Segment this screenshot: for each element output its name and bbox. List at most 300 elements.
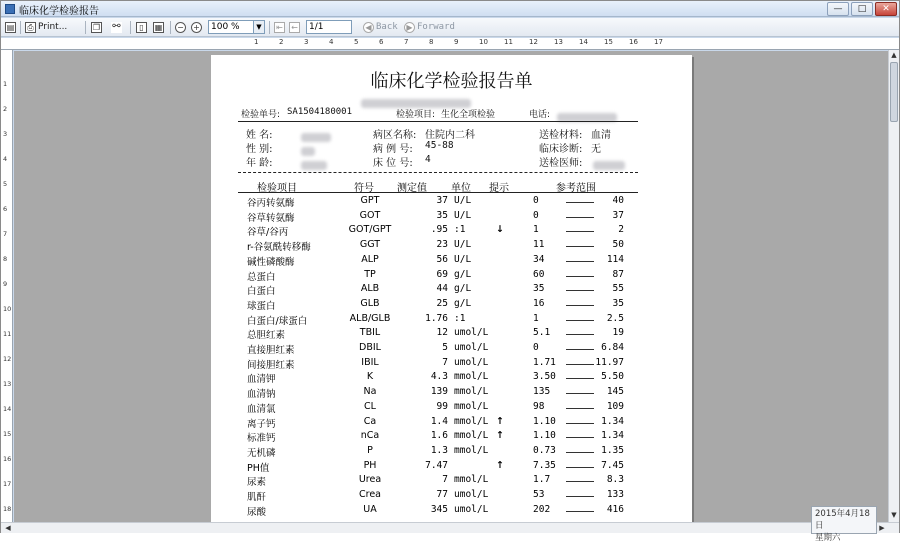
result-value: 139 [430, 386, 448, 398]
horizontal-ruler [1, 38, 899, 50]
result-value: 77 [436, 489, 448, 500]
ruler-number: 4 [329, 38, 334, 46]
ruler-number: 6 [3, 205, 8, 213]
zoom-value: 100 % [211, 22, 240, 32]
result-flag: ↑ [496, 459, 504, 471]
horizontal-scrollbar[interactable] [1, 522, 899, 533]
result-value: 37 [436, 195, 448, 206]
result-name: 肌酐 [247, 492, 267, 503]
ruler-number: 17 [3, 480, 12, 488]
range-high: 35 [612, 297, 624, 309]
single-page-button[interactable] [136, 20, 147, 35]
table-row [211, 416, 692, 431]
forward-button[interactable] [404, 20, 455, 35]
result-value: 99 [436, 400, 448, 412]
table-row [211, 386, 692, 401]
result-unit: umol/L [454, 489, 489, 500]
result-value: 5 [442, 342, 448, 353]
result-code: GOT [359, 209, 381, 221]
range-high: 2.5 [606, 312, 624, 324]
range-low: 0 [533, 195, 539, 206]
table-row [211, 401, 692, 416]
result-value: 1.76 [425, 312, 448, 324]
header-item: 检验项目 [257, 183, 297, 194]
result-unit: mmol/L [454, 444, 489, 456]
range-high: 7.45 [601, 459, 624, 471]
range-high: 1.34 [601, 430, 624, 442]
result-name: 白蛋白 [247, 286, 276, 298]
result-name: 无机磷 [247, 447, 276, 459]
result-name: 间接胆红素 [247, 359, 295, 371]
range-dash [566, 231, 594, 232]
result-unit: U/L [454, 195, 472, 206]
range-dash [566, 246, 594, 247]
result-code: Na [363, 386, 377, 398]
print-label: Print... [38, 22, 68, 32]
scroll-left-icon[interactable]: ◀ [5, 524, 11, 532]
ruler-number: 13 [3, 380, 12, 388]
toolbar [1, 18, 899, 37]
range-dash [566, 305, 594, 306]
range-dash [566, 320, 594, 321]
result-value: 345 [430, 503, 448, 515]
range-low: 0 [533, 342, 539, 353]
result-name: 谷丙转氨酶 [247, 198, 295, 209]
result-unit: g/L [454, 283, 472, 295]
page-number-input[interactable]: 1/1 [306, 20, 352, 34]
result-unit: mmol/L [454, 415, 489, 427]
result-code: Ca [363, 415, 377, 427]
range-low: 98 [533, 400, 545, 412]
result-value: 7 [442, 474, 448, 486]
ruler-number: 9 [454, 38, 459, 46]
back-arrow-icon: ◀ [363, 22, 374, 33]
range-dash [566, 481, 594, 482]
ruler-number: 4 [3, 155, 8, 163]
range-high: 8.3 [606, 474, 624, 486]
phone-label: 电话: [529, 110, 551, 120]
doctor-label: 送检医师: [539, 158, 583, 169]
vertical-scroll-thumb[interactable] [890, 62, 898, 122]
case-value: 45-88 [425, 140, 454, 151]
range-dash [566, 261, 594, 262]
table-row [211, 327, 692, 342]
range-high: 133 [606, 489, 624, 500]
binoculars-icon: ⚯ [112, 21, 121, 32]
ruler-number: 7 [404, 38, 409, 46]
title-bar[interactable] [1, 1, 899, 17]
table-row [211, 298, 692, 313]
result-unit: :1 [454, 224, 466, 236]
test-item-label: 检验项目: [396, 110, 436, 120]
result-code: TBIL [359, 327, 381, 339]
toolbar-separator [20, 21, 21, 34]
single-page-icon: ▯ [136, 22, 147, 33]
result-value: 69 [436, 268, 448, 280]
scroll-right-icon[interactable]: ▶ [879, 524, 885, 532]
result-unit: mmol/L [454, 474, 489, 486]
ruler-number: 3 [3, 130, 8, 138]
range-high: 50 [612, 239, 624, 251]
result-code: CL [364, 400, 376, 412]
toolbar-separator [85, 21, 86, 34]
scroll-up-icon[interactable]: ▲ [891, 51, 897, 59]
result-code: TP [364, 268, 376, 280]
clock-date: 2015年4月18日 [815, 509, 870, 531]
report-title: 临床化学检验报告单 [370, 71, 533, 92]
table-row [211, 195, 692, 210]
toolbar-separator [269, 21, 270, 34]
header-value: 测定值 [397, 183, 427, 194]
result-name: 标准钙 [247, 433, 276, 445]
sample-number-label: 检验单号: [241, 110, 281, 120]
printer-icon: ⎙ [25, 22, 36, 33]
result-unit: umol/L [454, 503, 489, 515]
range-dash [566, 290, 594, 291]
patient-name-label: 姓 名: [246, 130, 273, 141]
range-high: 55 [612, 283, 624, 295]
result-flag: ↑ [496, 415, 504, 427]
range-high: 2 [618, 224, 624, 236]
result-code: nCa [360, 430, 380, 442]
diagnosis-label: 临床诊断: [539, 144, 583, 155]
range-low: 202 [533, 503, 551, 515]
range-high: 11.97 [595, 356, 624, 368]
ruler-number: 9 [3, 280, 8, 288]
prev-page-button[interactable] [289, 20, 300, 35]
range-dash [566, 393, 594, 394]
ruler-number: 16 [629, 38, 638, 46]
ruler-number: 16 [3, 455, 12, 463]
ruler-number: 8 [429, 38, 434, 46]
result-code: K [366, 371, 374, 383]
result-value: 4.3 [430, 371, 448, 383]
zoom-out-icon: − [175, 22, 186, 33]
result-unit: mmol/L [454, 400, 489, 412]
header-flag: 提示 [489, 183, 509, 194]
ruler-number: 2 [279, 38, 284, 46]
range-low: 35 [533, 283, 545, 295]
clock-tooltip [811, 506, 877, 543]
ruler-number: 14 [579, 38, 588, 46]
result-code: UA [363, 503, 377, 515]
range-dash [566, 202, 594, 203]
test-item-value: 生化全项检验 [441, 110, 496, 120]
table-row [211, 460, 692, 475]
header-range: 参考范围 [556, 183, 596, 194]
range-low: 7.35 [533, 459, 556, 471]
back-label: Back [376, 22, 398, 32]
result-unit: U/L [454, 209, 472, 221]
table-row [211, 489, 692, 504]
range-dash [566, 452, 594, 453]
range-high: 1.34 [601, 415, 624, 427]
range-dash [566, 349, 594, 350]
table-row [211, 430, 692, 445]
range-dash [566, 334, 594, 335]
result-name: 尿素 [247, 477, 267, 489]
chevron-down-icon[interactable]: ▼ [253, 21, 264, 33]
range-high: 109 [606, 400, 624, 412]
range-high: 40 [612, 195, 624, 206]
copy-icon: ❐ [92, 23, 101, 32]
multi-page-icon: ▦ [154, 23, 163, 32]
range-high: 114 [606, 253, 624, 265]
ruler-number: 11 [3, 330, 12, 338]
table-header-rule [238, 192, 638, 193]
ruler-number: 8 [3, 255, 8, 263]
result-value: 1.6 [430, 430, 448, 442]
ruler-number: 14 [3, 405, 12, 413]
result-code: IBIL [361, 356, 379, 368]
toolbar-separator [130, 21, 131, 34]
range-high: 5.50 [601, 371, 624, 383]
result-unit: umol/L [454, 327, 489, 339]
zoom-out-button[interactable] [175, 20, 186, 35]
first-page-button[interactable] [274, 20, 285, 35]
range-dash [566, 511, 594, 512]
result-code: DBIL [359, 342, 381, 353]
ruler-number: 15 [3, 430, 12, 438]
result-code: Crea [359, 489, 381, 500]
bed-value: 4 [425, 154, 431, 165]
header-rule [238, 121, 638, 122]
ruler-number: 10 [3, 305, 12, 313]
maximize-button[interactable]: □ [851, 2, 873, 16]
result-name: 谷草转氨酶 [247, 212, 295, 224]
table-row [211, 342, 692, 357]
header-unit: 单位 [451, 183, 471, 194]
result-unit: mmol/L [454, 386, 489, 398]
clock-weekday: 星期六 [815, 533, 841, 543]
range-low: 1.71 [533, 356, 556, 368]
range-dash [566, 423, 594, 424]
range-low: 1.10 [533, 415, 556, 427]
ruler-number: 11 [504, 38, 513, 46]
table-row [211, 357, 692, 372]
app-icon [5, 4, 15, 14]
range-low: 1 [533, 312, 539, 324]
result-name: r-谷氨酰转移酶 [247, 242, 311, 254]
range-low: 3.50 [533, 371, 556, 383]
result-unit: U/L [454, 239, 472, 251]
range-dash [566, 378, 594, 379]
zoom-in-icon: + [191, 22, 202, 33]
range-low: 1.7 [533, 474, 551, 486]
ruler-number: 12 [529, 38, 538, 46]
range-dash [566, 217, 594, 218]
table-row [211, 269, 692, 284]
range-low: 53 [533, 489, 545, 500]
range-low: 0.73 [533, 444, 556, 456]
toggle-panel-button[interactable] [5, 20, 16, 35]
back-button[interactable] [363, 20, 398, 35]
ruler-number: 12 [3, 355, 12, 363]
result-unit: mmol/L [454, 371, 489, 383]
table-row [211, 445, 692, 460]
range-low: 60 [533, 268, 545, 280]
vertical-scrollbar[interactable] [888, 50, 899, 522]
forward-label: Forward [417, 22, 455, 32]
result-name: 血清钠 [247, 389, 276, 401]
result-code: GOT/GPT [348, 224, 392, 236]
material-label: 送检材料: [539, 130, 583, 141]
result-value: 7 [442, 356, 448, 368]
table-row [211, 474, 692, 489]
header-code: 符号 [354, 183, 374, 194]
panel-icon: ▤ [6, 23, 15, 32]
table-row [211, 210, 692, 225]
material-value: 血清 [591, 130, 611, 141]
vertical-ruler [1, 50, 13, 522]
table-row [211, 313, 692, 328]
result-unit: :1 [454, 312, 466, 324]
ruler-number: 5 [3, 180, 8, 188]
result-name: 血清钾 [247, 374, 276, 386]
zoom-in-button[interactable] [191, 20, 202, 35]
result-value: 1.3 [430, 444, 448, 456]
table-top-rule [238, 172, 638, 173]
toolbar-separator [170, 21, 171, 34]
multi-page-button[interactable] [153, 20, 164, 35]
range-dash [566, 276, 594, 277]
zoom-select[interactable] [208, 20, 265, 34]
sample-number: SA1504180001 [287, 107, 353, 117]
result-value: .95 [430, 224, 448, 236]
case-label: 病 例 号: [373, 144, 413, 155]
diagnosis-value: 无 [591, 144, 601, 155]
result-value: 56 [436, 253, 448, 265]
range-high: 1.35 [601, 444, 624, 456]
range-low: 11 [533, 239, 545, 251]
age-label: 年 龄: [246, 158, 273, 169]
ruler-number: 10 [479, 38, 488, 46]
range-dash [566, 364, 594, 365]
table-row [211, 254, 692, 269]
result-code: PH [363, 459, 377, 471]
range-high: 87 [612, 268, 624, 280]
range-high: 6.84 [601, 342, 624, 353]
result-code: GPT [360, 195, 380, 206]
close-button[interactable]: ✕ [875, 2, 897, 16]
ruler-number: 17 [654, 38, 663, 46]
ward-label: 病区名称: [373, 130, 417, 141]
bed-label: 床 位 号: [373, 158, 413, 169]
find-button[interactable] [111, 20, 122, 35]
range-high: 19 [612, 327, 624, 339]
ruler-number: 15 [604, 38, 613, 46]
result-value: 1.4 [430, 415, 448, 427]
result-name: 总胆红素 [247, 330, 286, 342]
ruler-number: 7 [3, 230, 8, 238]
ruler-number: 3 [304, 38, 309, 46]
result-value: 23 [436, 239, 448, 251]
result-unit: umol/L [454, 342, 489, 353]
result-name: 尿酸 [247, 506, 267, 518]
ruler-number: 13 [554, 38, 563, 46]
result-name: 球蛋白 [247, 300, 276, 312]
result-value: 12 [436, 327, 448, 339]
result-code: GGT [359, 239, 381, 251]
minimize-button[interactable]: — [827, 2, 849, 16]
ruler-number: 2 [3, 105, 8, 113]
phone-redacted [557, 107, 617, 126]
result-code: GLB [360, 297, 380, 309]
table-row [211, 239, 692, 254]
result-unit: U/L [454, 253, 472, 265]
range-low: 1 [533, 224, 539, 236]
report-page [211, 55, 692, 522]
sex-label: 性 别: [246, 144, 273, 155]
result-flag: ↓ [496, 224, 504, 236]
range-low: 0 [533, 209, 539, 221]
range-low: 34 [533, 253, 545, 265]
result-name: PH值 [247, 462, 270, 474]
table-row [211, 224, 692, 239]
ruler-number: 1 [254, 38, 259, 46]
ruler-number: 18 [3, 505, 12, 513]
result-name: 离子钙 [247, 418, 276, 430]
range-dash [566, 437, 594, 438]
result-value: 44 [436, 283, 448, 295]
result-value: 35 [436, 209, 448, 221]
result-code: P [367, 444, 373, 456]
range-high: 416 [606, 503, 624, 515]
document-viewport[interactable] [14, 51, 888, 522]
range-high: 37 [612, 209, 624, 221]
result-code: ALB/GLB [349, 312, 391, 324]
table-row [211, 371, 692, 386]
table-row [211, 283, 692, 298]
ruler-number: 6 [379, 38, 384, 46]
result-code: ALB [360, 283, 380, 295]
result-value: 7.47 [425, 459, 448, 471]
result-code: Urea [358, 474, 382, 486]
result-unit: g/L [454, 268, 472, 280]
result-name: 总蛋白 [247, 271, 276, 283]
result-name: 血清氯 [247, 403, 276, 415]
range-dash [566, 408, 594, 409]
range-low: 1.10 [533, 430, 556, 442]
result-unit: g/L [454, 297, 472, 309]
result-name: 碱性磷酸酶 [247, 256, 295, 268]
range-dash [566, 467, 594, 468]
result-name: 白蛋白/球蛋白 [247, 315, 308, 327]
print-button[interactable] [25, 20, 67, 35]
prev-page-icon: ← [289, 22, 300, 33]
ruler-number: 5 [354, 38, 359, 46]
result-unit: umol/L [454, 356, 489, 368]
first-page-icon: ⇤ [274, 22, 285, 33]
result-flag: ↑ [496, 430, 504, 442]
result-value: 25 [436, 297, 448, 309]
range-low: 16 [533, 297, 545, 309]
result-code: ALP [361, 253, 379, 265]
result-name: 直接胆红素 [247, 345, 295, 356]
forward-arrow-icon: ▶ [404, 22, 415, 33]
copy-button[interactable] [91, 20, 102, 35]
range-high: 145 [606, 386, 624, 398]
range-low: 135 [533, 386, 551, 398]
table-row [211, 504, 692, 519]
scroll-down-icon[interactable]: ▼ [891, 511, 897, 519]
range-low: 5.1 [533, 327, 551, 339]
window-title: 临床化学检验报告 [19, 6, 99, 17]
result-name: 谷草/谷丙 [247, 227, 289, 239]
ruler-number: 1 [3, 80, 8, 88]
ward-value: 住院内二科 [425, 130, 475, 141]
range-dash [566, 496, 594, 497]
